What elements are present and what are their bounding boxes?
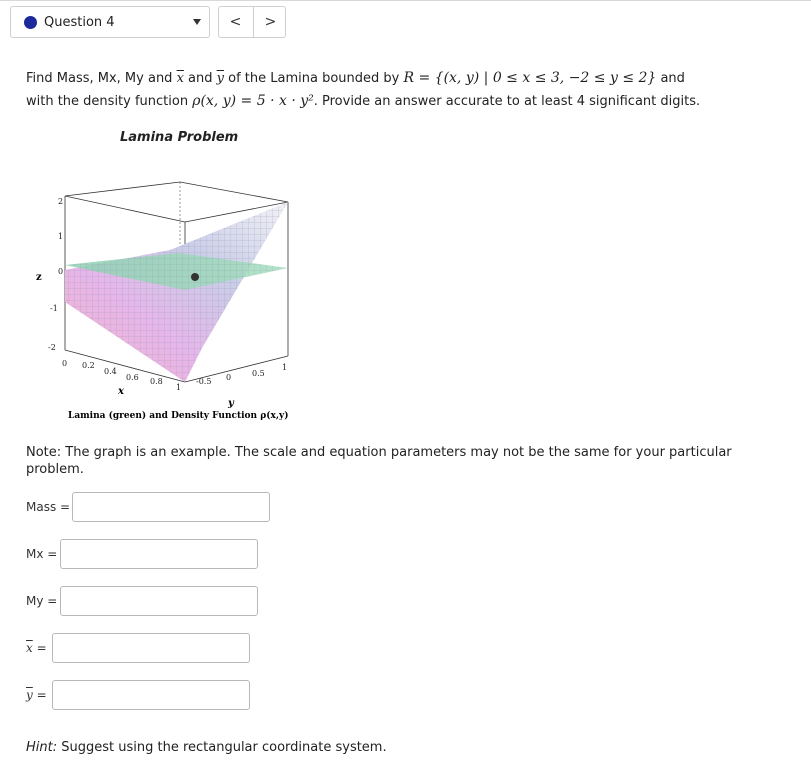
problem-line-2 xyxy=(26,90,786,113)
question-selector[interactable] xyxy=(10,6,210,38)
question-label: Question 4 xyxy=(44,15,115,30)
xbar-label-symbol: $\overline{x}$ xyxy=(26,641,33,655)
problem-statement xyxy=(26,67,786,113)
z-tick: -2 xyxy=(48,343,56,352)
z-tick: -1 xyxy=(50,304,58,313)
chevron-down-icon xyxy=(193,19,201,25)
hint-body: Suggest using the rectangular coordinate system. xyxy=(57,740,387,755)
xbar-symbol: $\overline{x}$ xyxy=(176,71,184,86)
y-tick: 0 xyxy=(226,373,232,382)
plot-caption: Lamina (green) and Density Function ρ(x,y) xyxy=(68,411,289,421)
note-text: Note: The graph is an example. The scale and equation parameters may not be the same for your particular problem. xyxy=(26,445,732,477)
problem-accuracy: . Provide an answer accurate to at least 4 significant digits. xyxy=(313,94,701,109)
ybar-label-symbol: $\overline{y}$ xyxy=(26,688,33,702)
problem-and-end: and xyxy=(656,71,685,86)
hint-text xyxy=(26,740,387,755)
xbar-label xyxy=(26,641,47,655)
mass-label: Mass = xyxy=(26,500,71,514)
x-axis-label: x xyxy=(118,386,124,397)
y-tick: 0.5 xyxy=(252,369,265,378)
plot-title: Lamina Problem xyxy=(120,130,239,145)
z-axis-label: z xyxy=(36,272,42,283)
density-surface-mesh xyxy=(65,202,288,382)
question-status-dot xyxy=(24,16,37,29)
x-tick: 0.4 xyxy=(104,367,117,376)
x-tick: 0.8 xyxy=(150,377,163,386)
y-tick: 1 xyxy=(282,363,288,372)
top-divider xyxy=(0,0,811,1)
z-tick: 2 xyxy=(58,197,64,206)
xbar-input[interactable] xyxy=(52,633,250,663)
my-input[interactable] xyxy=(60,586,258,616)
y-tick: -0.5 xyxy=(196,377,212,386)
xbar-label-eq: = xyxy=(32,641,47,655)
ybar-symbol: $\overline{y}$ xyxy=(216,71,225,86)
x-tick: 1 xyxy=(176,383,182,392)
x-tick: 0 xyxy=(62,359,68,368)
region-formula: R = {(x, y) | 0 ≤ x ≤ 3, −2 ≤ y ≤ 2} xyxy=(403,70,657,86)
mass-input[interactable] xyxy=(72,492,270,522)
problem-of-lamina: of the Lamina bounded by xyxy=(224,71,404,86)
ybar-input[interactable] xyxy=(52,680,250,710)
mx-label: Mx = xyxy=(26,547,58,561)
my-label: My = xyxy=(26,594,58,608)
question-nav xyxy=(218,6,286,38)
y-axis-label: y xyxy=(228,398,234,409)
z-tick: 1 xyxy=(58,232,64,241)
lamina-3d-plot xyxy=(20,150,310,430)
problem-line-1 xyxy=(26,67,786,90)
z-tick: 0 xyxy=(58,267,64,276)
problem-with-density: with the density function xyxy=(26,94,193,109)
x-tick: 0.6 xyxy=(126,373,139,382)
ybar-label xyxy=(26,688,47,702)
problem-intro: Find Mass, Mx, My and xyxy=(26,71,177,86)
density-formula: ρ(x, y) = 5 · x · y² xyxy=(192,93,314,109)
hint-prefix: Hint: xyxy=(26,740,58,755)
problem-and: and xyxy=(183,71,217,86)
prev-question-button[interactable]: < xyxy=(229,14,242,30)
center-of-mass-point xyxy=(191,273,199,281)
mx-input[interactable] xyxy=(60,539,258,569)
ybar-label-eq: = xyxy=(32,688,47,702)
next-question-button[interactable]: > xyxy=(253,7,287,37)
x-tick: 0.2 xyxy=(82,361,95,370)
